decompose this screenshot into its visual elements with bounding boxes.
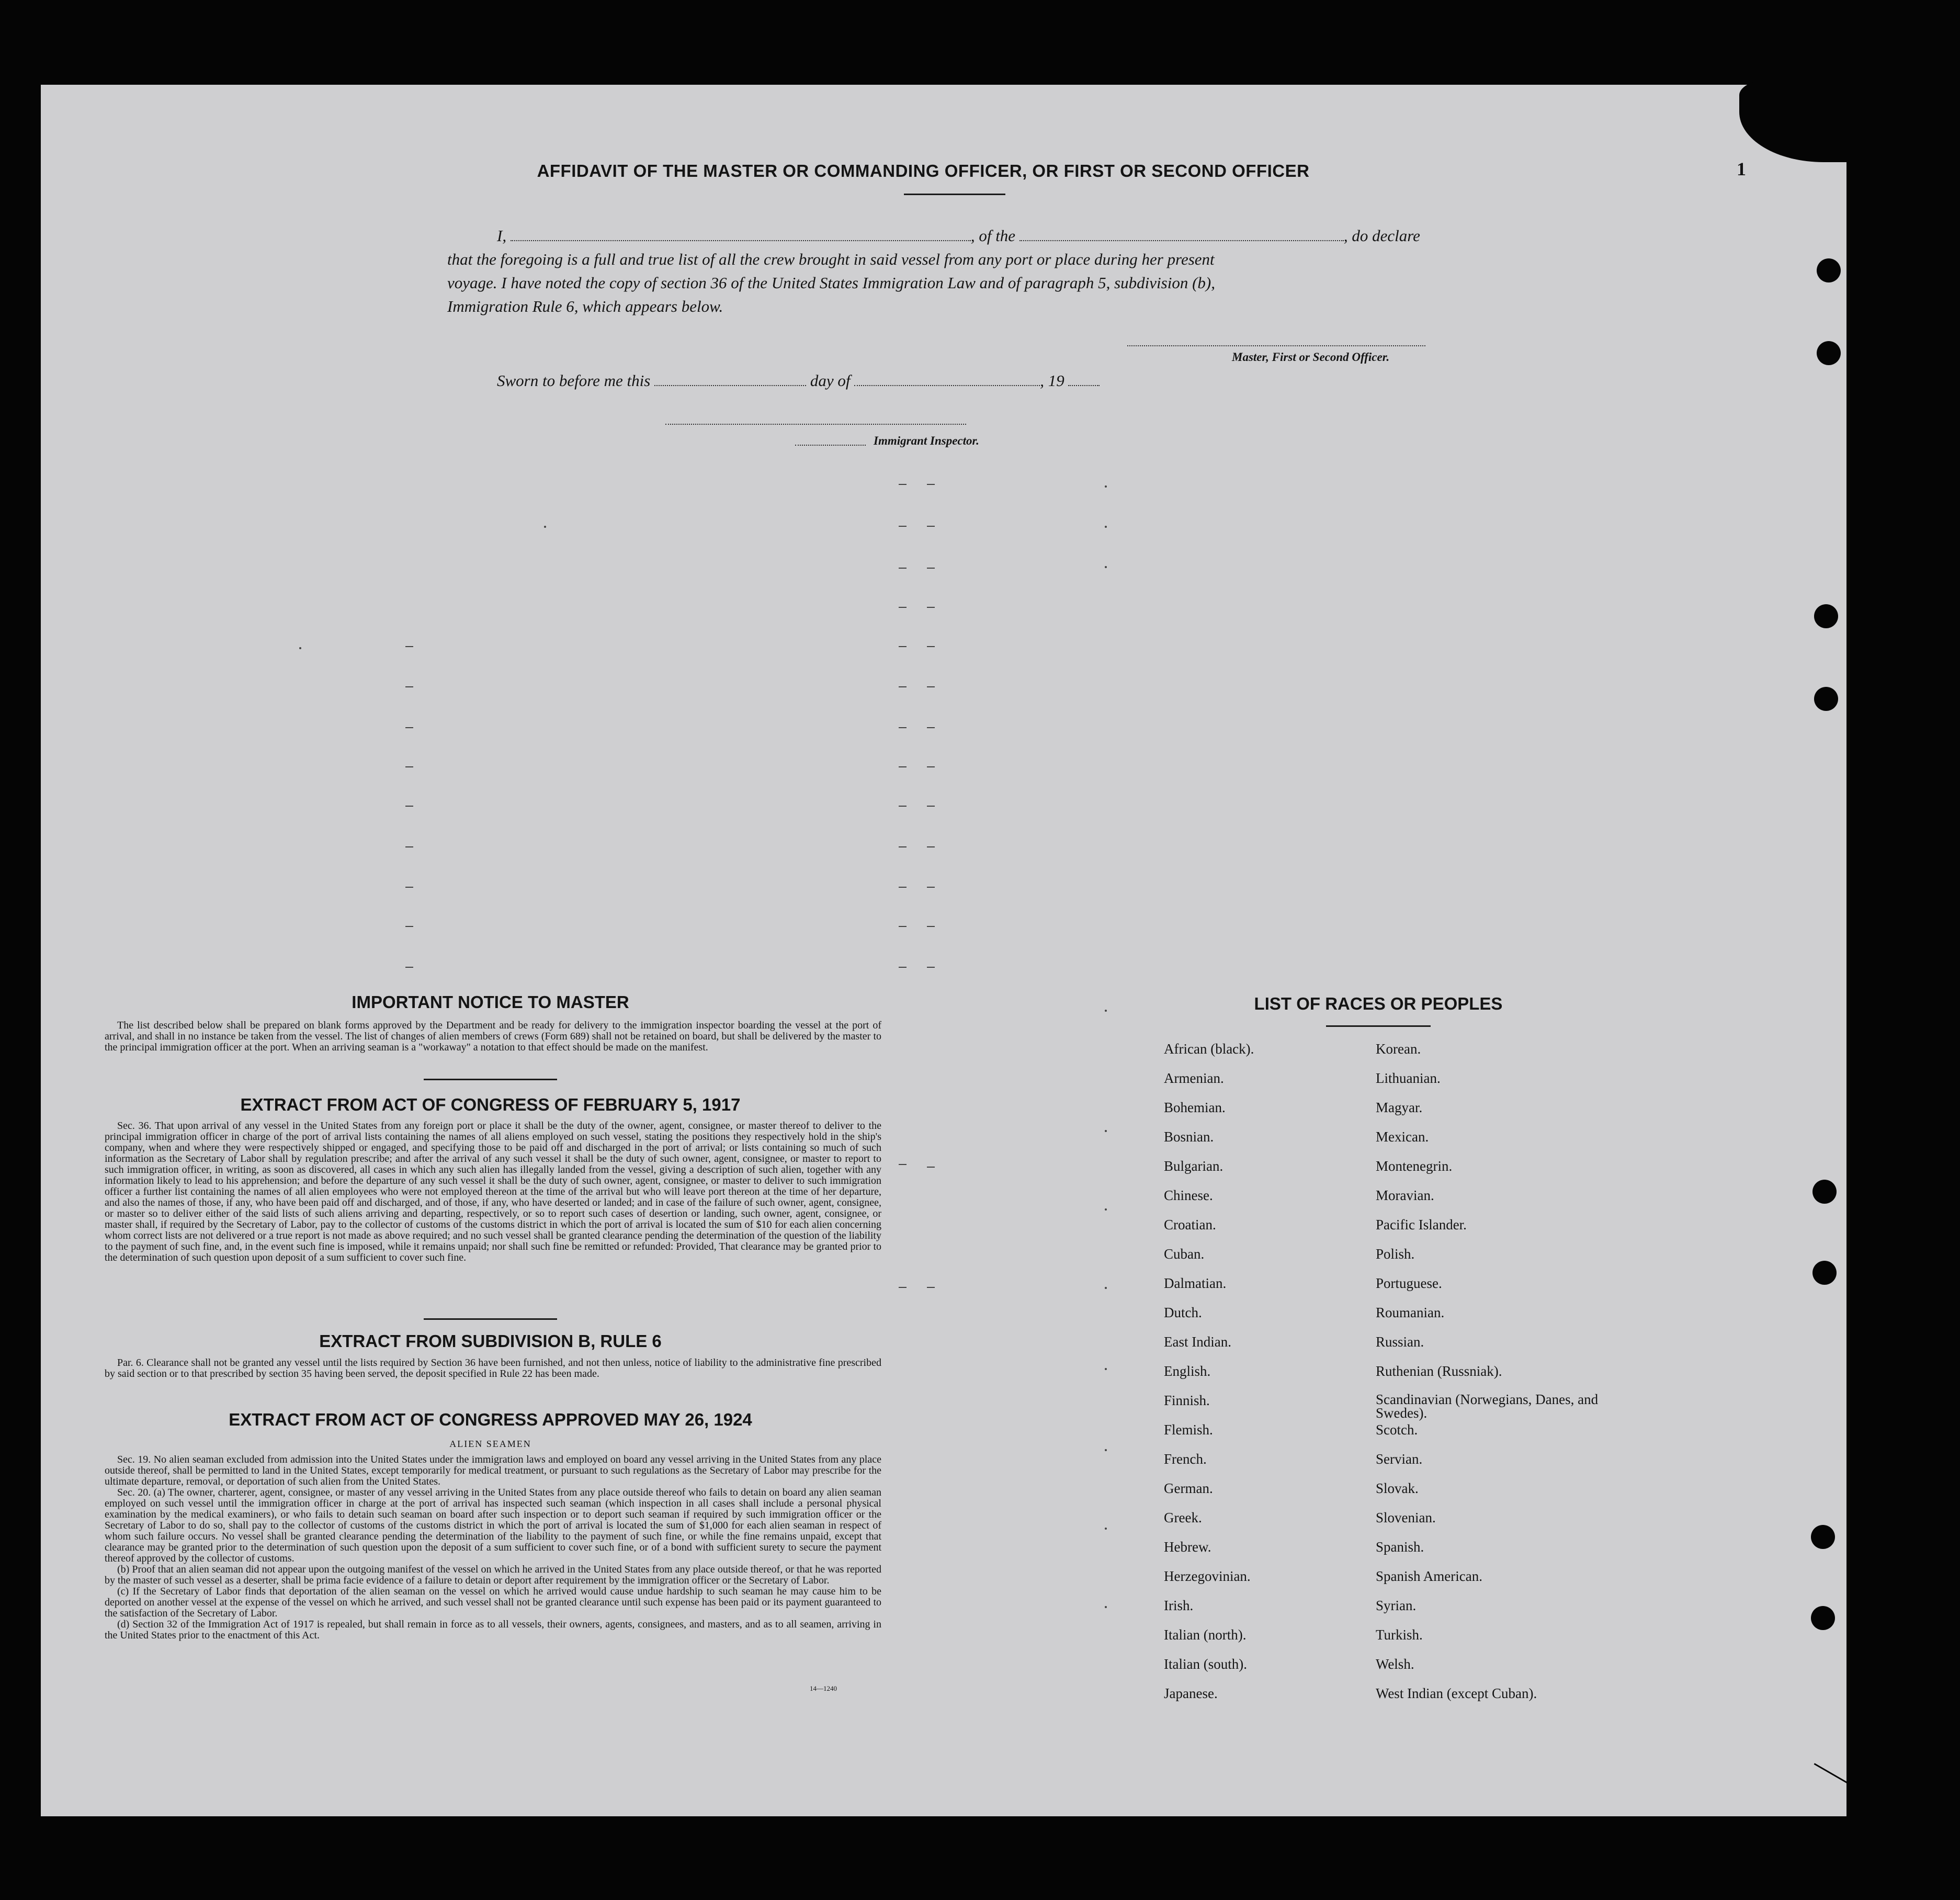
extract-1924-paragraph: (b) Proof that an alien seaman did not appear upon the outgoing manifest of the vessel on which he arrived in the United States from any place outside thereof, or that he was reported by the master of such vessel as a deserter, shall be prima facie evidence of a failure to detain or deport after requirement by the immigration officer or the Secretary of Labor. (105, 1564, 881, 1586)
column-dot (1105, 1130, 1107, 1132)
race-item: Magyar. (1376, 1100, 1423, 1115)
race-item: Spanish American. (1376, 1568, 1482, 1584)
column-dot (1105, 566, 1107, 568)
extract-1917-text (105, 1121, 881, 1263)
race-item: Herzegovinian. (1164, 1568, 1251, 1584)
notice-paragraph: The list described below shall be prepared on blank forms approved by the Department and be ready for delivery to the immigration inspector boarding the vessel at the port of arrival, and shall in no instance be taken from the vessel. The list of changes of alien members of crews (Form 689) shall not be retained on board, but shall be delivered by the master to the principal immigration officer at the port. When an arriving seaman is a "workaway" a notation to that effect should be made on the manifest. (105, 1020, 881, 1053)
race-item: Korean. (1376, 1041, 1421, 1057)
race-item: Cuban. (1164, 1246, 1205, 1262)
extract-1917-title: EXTRACT FROM ACT OF CONGRESS OF FEBRUARY 5, 1917 (240, 1095, 741, 1114)
column-mark (927, 646, 935, 647)
column-mark (405, 926, 413, 927)
column-mark (927, 1167, 935, 1168)
races-right-column (1376, 1041, 1627, 1715)
extract-1924-title: EXTRACT FROM ACT OF CONGRESS APPROVED MAY 26, 1924 (229, 1410, 752, 1429)
race-item: German. (1164, 1480, 1213, 1496)
column-mark (899, 806, 907, 807)
race-item: Irish. (1164, 1598, 1194, 1613)
column-dot (1105, 1528, 1107, 1530)
race-item: Syrian. (1376, 1598, 1417, 1613)
column-mark (927, 484, 935, 485)
column-mark (405, 806, 413, 807)
binder-hole (1814, 604, 1838, 628)
extract-rule6-text (105, 1358, 881, 1379)
extract-rule6-title: EXTRACT FROM SUBDIVISION B, RULE 6 (319, 1331, 662, 1351)
master-signature-line[interactable] (1127, 345, 1425, 346)
master-caption: Master, First or Second Officer. (1232, 350, 1390, 364)
column-dot (544, 526, 546, 528)
title-rule (904, 194, 1005, 195)
vessel-blank[interactable] (1019, 228, 1344, 241)
column-dot (1105, 1287, 1107, 1289)
binder-hole (1812, 1261, 1837, 1285)
line1-of-the: , of the (970, 227, 1016, 245)
name-blank[interactable] (511, 228, 971, 241)
race-item: Slovak. (1376, 1480, 1419, 1496)
column-mark (899, 766, 907, 767)
race-item: Slovenian. (1376, 1510, 1436, 1525)
column-dot (1105, 1606, 1107, 1608)
notice-title: IMPORTANT NOTICE TO MASTER (352, 992, 629, 1012)
extract-1924-paragraph: (d) Section 32 of the Immigration Act of 1917 is repealed, but shall remain in force as to all vessels, their owners, agents, consignees, and masters, and as to all seamen, arriving in the United States prior to the enactment of this Act. (105, 1619, 881, 1641)
binder-hole (1812, 1180, 1837, 1204)
extract-1924-paragraph: Sec. 20. (a) The owner, charterer, agent, consignee, or master of any vessel arriving in the United States from any place outside thereof who fails to detain on board any alien seaman employed on such vessel until the immigration officer in charge at the port of arrival has inspected such seaman (which inspection in all cases shall include a personal physical examination by the medical examiners), or who fails to detain such seaman on board after such inspection or to deport such seaman if required by such immigration officer or the Secretary of Labor to do so, shall pay to the collector of customs of the customs district in which the port of arrival is located the sum of $1,000 for each alien seaman in respect of whom such failure occurs. No vessel shall be granted clearance pending the determination of the liability to the payment of such fine, or while the fine remains unpaid, except that clearance may be granted prior to the determination of such question upon the deposit of a sum sufficient to cover such fine, or of a bond with sufficient surety to secure the payment thereof approved by the collector of customs. (105, 1487, 881, 1564)
section-rule (424, 1318, 557, 1320)
inspector-signature-line[interactable] (665, 424, 966, 425)
extract-1924-subtitle: ALIEN SEAMEN (449, 1439, 531, 1449)
sworn-line (497, 369, 1229, 392)
form-number: 14—1240 (810, 1684, 837, 1692)
column-mark (899, 967, 907, 968)
column-dot (1105, 485, 1107, 488)
binder-hole (1811, 1606, 1835, 1630)
column-mark (899, 568, 907, 569)
column-dot (1105, 1010, 1107, 1012)
inspector-caption: Immigrant Inspector. (874, 434, 979, 447)
binder-hole (1817, 341, 1841, 365)
column-mark (405, 967, 413, 968)
race-item: Bulgarian. (1164, 1158, 1223, 1174)
sworn-day-label: day of (810, 371, 851, 390)
column-mark (927, 607, 935, 608)
extract-1917-paragraph: Sec. 36. That upon arrival of any vessel in the United States from any foreign port or place it shall be the duty of the owner, agent, consignee, or master thereof to deliver to the principal immigration officer in charge of the port of arrival lists containing the names of all aliens employed on such vessel, stating the positions they respectively hold in the ship's company, when and where they were respectively shipped or engaged, and specifying those to be paid off and discharged in the port of arrival; or lists containing so much of such information as the Secretary of Labor shall by regulation prescribe; and after the arrival of any such vessel it shall be the duty of such owner, agent, consignee, or master to report to such immigration officer, in writing, as soon as discovered, all cases in which any such alien has illegally landed from the vessel, giving a description of such alien, together with any information likely to lead to his apprehension; and before the departure of any such vessel it shall be the duty of such owner, agent, consignee, or master to deliver to such immigration officer a further list containing the names of all alien employees who were not employed thereon at the time of the arrival but who will leave port thereon at the time of her departure, and also the names of those, if any, who have been paid off and discharged, and of those, if any, who have deserted or landed; and in case of the failure of such owner, agent, consignee, or master so to deliver either of the said lists of such aliens arriving and departing, respectively, or so to report such cases of desertion or landing, such owner, agent, consignee, or master shall, if required by the Secretary of Labor, pay to the collector of customs of the customs district in which the port of arrival is located the sum of $10 for each alien concerning whom correct lists are not delivered or a true report is not made as above required; and no such vessel shall be granted clearance pending the determination of the question of the liability to the payment of such fine, and, in the event such fine is imposed, while it remains unpaid; nor shall such fine be remitted or refunded: Provided, That clearance may be granted prior to the determination of such question upon deposit of a sum sufficient to cover such fine. (105, 1120, 881, 1263)
race-item: Scandinavian (Norwegians, Danes, and Swedes). (1376, 1392, 1599, 1421)
column-mark (899, 846, 907, 847)
race-item: Mexican. (1376, 1129, 1429, 1145)
race-item: French. (1164, 1451, 1207, 1467)
extract-rule6-paragraph: Par. 6. Clearance shall not be granted any vessel until the lists required by Section 36 have been furnished, and not then unless, notice of liability to the administrative fine prescribed by said section or to that prescribed by section 35 having been served, the deposit specified in Rule 22 has been made. (105, 1357, 881, 1379)
sworn-year-label: , 19 (1040, 371, 1064, 390)
race-item: Italian (north). (1164, 1627, 1247, 1643)
column-mark (927, 926, 935, 927)
race-item: African (black). (1164, 1041, 1254, 1057)
race-item: Finnish. (1164, 1393, 1210, 1408)
race-item: Croatian. (1164, 1217, 1216, 1232)
column-mark (899, 686, 907, 687)
column-mark (405, 887, 413, 888)
column-mark (927, 526, 935, 527)
race-item: Moravian. (1376, 1188, 1434, 1203)
race-item: Chinese. (1164, 1188, 1213, 1203)
race-item: Flemish. (1164, 1422, 1213, 1438)
affidavit-line-3: voyage. I have noted the copy of section 36 of the United States Immigration Law and of paragraph 5, subdivision (b), (447, 274, 1215, 292)
column-dot (1105, 1449, 1107, 1451)
column-dot (299, 647, 301, 649)
column-mark (927, 727, 935, 728)
affidavit-line-1 (447, 224, 1546, 247)
column-mark (405, 686, 413, 687)
column-mark (405, 646, 413, 647)
affidavit-line-4: Immigration Rule 6, which appears below. (447, 297, 723, 315)
race-item: Dutch. (1164, 1305, 1202, 1320)
race-item: Japanese. (1164, 1686, 1218, 1701)
column-mark (899, 887, 907, 888)
section-rule (424, 1079, 557, 1080)
races-left-column (1164, 1041, 1363, 1715)
line1-i: I, (497, 227, 507, 245)
race-item: Bohemian. (1164, 1100, 1226, 1115)
race-item: West Indian (except Cuban). (1376, 1686, 1537, 1701)
race-item: Bosnian. (1164, 1129, 1214, 1145)
column-mark (927, 846, 935, 847)
extract-1924-paragraph: Sec. 19. No alien seaman excluded from admission into the United States under the immigration laws and employed on board any vessel arriving in the United States from any place outside thereof, shall be permitted to land in the United States, except temporarily for medical treatment, or pursuant to such regulations as the Secretary of Labor may prescribe for the ultimate departure, removal, or deportation of such alien from the United States. (105, 1454, 881, 1487)
race-item: Lithuanian. (1376, 1070, 1441, 1086)
race-item: East Indian. (1164, 1334, 1231, 1350)
column-mark (927, 967, 935, 968)
affidavit-line-2: that the foregoing is a full and true list of all the crew brought in said vessel from any port or place during her present (447, 250, 1215, 268)
column-mark (927, 887, 935, 888)
sworn-year-blank[interactable] (1068, 372, 1100, 386)
race-item: Hebrew. (1164, 1539, 1211, 1555)
column-mark (405, 766, 413, 767)
race-item: Portuguese. (1376, 1275, 1442, 1291)
column-mark (899, 607, 907, 608)
race-item: Servian. (1376, 1451, 1423, 1467)
column-mark (899, 1287, 907, 1288)
column-mark (899, 727, 907, 728)
column-dot (1105, 1368, 1107, 1370)
line1-declare: , do declare (1343, 227, 1420, 245)
race-item: English. (1164, 1363, 1211, 1379)
notice-text (105, 1020, 881, 1053)
column-dot (1105, 526, 1107, 528)
race-item: Pacific Islander. (1376, 1217, 1467, 1232)
race-item: Roumanian. (1376, 1305, 1445, 1320)
race-item: Welsh. (1376, 1656, 1414, 1672)
race-item: Montenegrin. (1376, 1158, 1453, 1174)
column-mark (927, 686, 935, 687)
race-item: Italian (south). (1164, 1656, 1247, 1672)
column-mark (927, 1287, 935, 1288)
column-mark (899, 926, 907, 927)
race-item: Spanish. (1376, 1539, 1424, 1555)
inspector-dots (795, 445, 866, 446)
column-mark (927, 766, 935, 767)
binder-hole (1817, 258, 1841, 282)
affidavit-title: AFFIDAVIT OF THE MASTER OR COMMANDING OFFICER, OR FIRST OR SECOND OFFICER (537, 161, 1310, 180)
extract-1924-paragraph: (c) If the Secretary of Labor finds that deportation of the alien seaman on the vessel on which he arrived would cause undue hardship to such seaman he may cause him to be deported on another vessel at the expense of the vessel on which he arrived, and such vessel shall not be granted clearance until such expense has been paid or its payment guaranteed to the satisfaction of the Secretary of Labor. (105, 1586, 881, 1619)
column-dot (1105, 1208, 1107, 1211)
sworn-month-blank[interactable] (854, 372, 1040, 386)
sworn-day-blank[interactable] (654, 372, 806, 386)
races-rule (1326, 1025, 1431, 1027)
races-title: LIST OF RACES OR PEOPLES (1254, 994, 1503, 1013)
race-item: Armenian. (1164, 1070, 1224, 1086)
race-item: Scotch. (1376, 1422, 1418, 1438)
column-mark (899, 1164, 907, 1165)
binder-hole (1814, 687, 1838, 711)
race-item: Turkish. (1376, 1627, 1423, 1643)
race-item: Ruthenian (Russniak). (1376, 1363, 1502, 1379)
column-mark (927, 568, 935, 569)
race-item: Dalmatian. (1164, 1275, 1227, 1291)
column-mark (405, 846, 413, 847)
race-item: Polish. (1376, 1246, 1415, 1262)
sworn-prefix: Sworn to before me this (497, 371, 651, 390)
column-mark (899, 646, 907, 647)
race-item: Russian. (1376, 1334, 1424, 1350)
column-mark (899, 484, 907, 485)
race-item: Greek. (1164, 1510, 1202, 1525)
column-mark (899, 526, 907, 527)
column-mark (405, 727, 413, 728)
binder-hole (1811, 1525, 1835, 1549)
corner-number: 1 (1737, 159, 1746, 179)
extract-1924-text (105, 1454, 881, 1641)
column-mark (927, 806, 935, 807)
